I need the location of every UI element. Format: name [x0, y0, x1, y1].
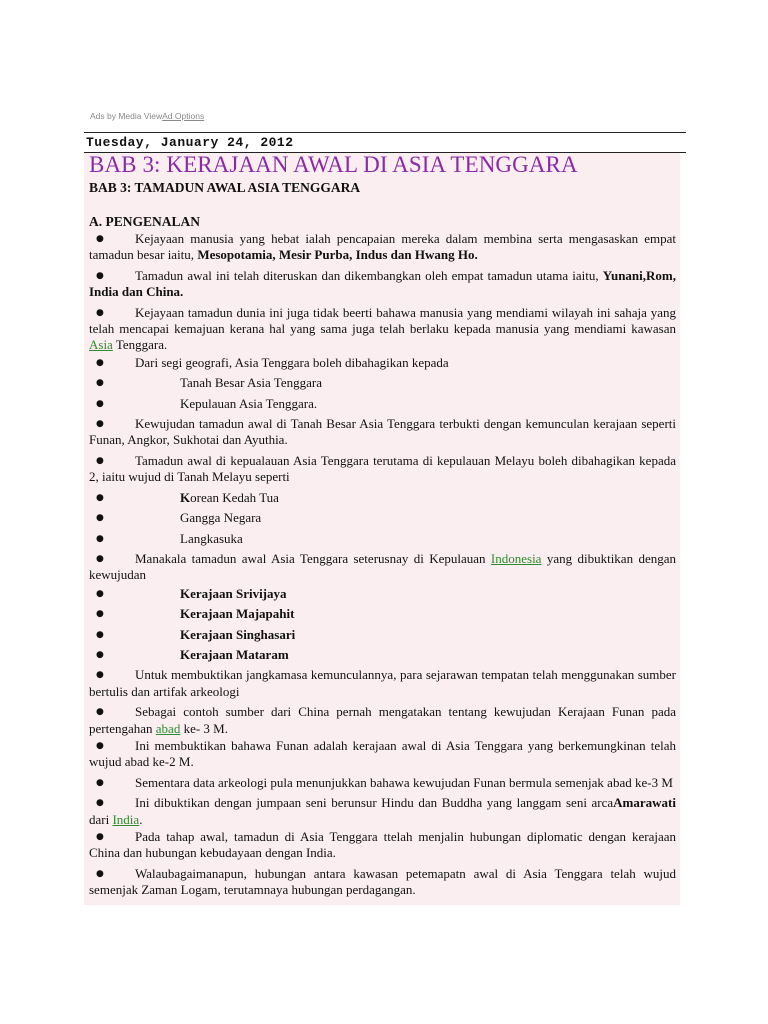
list-item: ● Gangga Negara — [96, 510, 262, 526]
bullet-icon: ● — [96, 832, 104, 842]
list-item: ● Langkasuka — [96, 530, 243, 546]
bullet-icon: ● — [96, 398, 104, 409]
bullet-icon: ● — [96, 777, 104, 788]
bullet-icon: ● — [96, 513, 104, 524]
bullet-icon: ● — [96, 707, 104, 718]
india-link[interactable]: India — [112, 811, 140, 827]
bullet-icon: ● — [96, 868, 104, 879]
list-item: ● Kejayaan manusia yang hebat ialah pencapaian mereka dalam membina serta mengasaskan empat tamadun besar iaitu, Mesopotamia, Mesir Purba, Indus dan Hwang Ho. — [89, 231, 676, 263]
list-item: ● Pada tahap awal, tamadun di Asia Tenggara ttelah menjalin hubungan diplomatic dengan kerajaan China dan hubungan kebudayaan dengan India. — [89, 829, 676, 861]
list-item: ● Kerajaan Singhasari — [96, 626, 296, 642]
list-item: ● Sebagai contoh sumber dari China pernah mengatakan tentang kewujudan Kerajaan Funan pada pertengahan abad ke- 3 M. — [89, 704, 676, 736]
bullet-icon: ● — [96, 629, 104, 640]
bullet-icon: ● — [96, 670, 104, 681]
bullet-icon: ● — [96, 588, 104, 599]
bullet-icon: ● — [96, 234, 104, 244]
list-item: ● Kejayaan tamadun dunia ini juga tidak beerti bahawa manusia yang mendiami wilayah ini sahaja yang telah mencapai kemajuan kerana hal yang sama juga telah berlaku kepada manusia yang mendiami kawasan Asia Tenggara. — [89, 304, 676, 353]
bullet-icon: ● — [96, 419, 104, 430]
list-item: ● Walaubagaimanapun, hubungan antara kawasan petemapatn awal di Asia Tenggara telah wujud semenjak Zaman Logam, terutamnaya hubungan perdagangan. — [89, 865, 676, 898]
list-item: ● Tamadun awal ini telah diteruskan dan dikembangkan oleh empat tamadun utama iaitu, Yunani,Rom, India dan China. — [89, 267, 676, 300]
section-heading: A. PENGENALAN — [89, 214, 201, 229]
ads-label: Ads by Media View — [90, 111, 163, 121]
indonesia-link[interactable]: Indonesia — [490, 550, 542, 566]
list-item: ● Manakala tamadun awal Asia Tenggara seterusnay di Kepulauan Indonesia yang dibuktikan dengan kewujudan — [89, 550, 676, 583]
list-item: ● Kepulauan Asia Tenggara. — [96, 395, 318, 411]
bullet-icon: ● — [96, 492, 104, 503]
list-item: ● Kerajaan Mataram — [96, 646, 289, 662]
list-item: ● Tanah Besar Asia Tenggara — [96, 375, 322, 391]
bullet-icon: ● — [96, 798, 104, 809]
list-item: ● Kerajaan Majapahit — [96, 606, 295, 622]
bullet-icon: ● — [96, 609, 104, 620]
bullet-icon: ● — [96, 553, 104, 564]
bullet-icon: ● — [96, 270, 104, 281]
ads-bar — [90, 111, 204, 121]
post-title[interactable]: BAB 3: KERAJAAN AWAL DI ASIA TENGGARA — [89, 152, 578, 177]
bullet-list — [89, 231, 680, 899]
abad-link[interactable]: abad — [155, 720, 181, 736]
post-body — [84, 153, 680, 905]
bullet-icon: ● — [96, 378, 104, 389]
list-item: ● Kerajaan Srivijaya — [96, 585, 287, 601]
list-item: ● Untuk membuktikan jangkamasa kemunculannya, para sejarawan tempatan telah menggunakan sumber bertulis dan artifak arkeologi — [89, 667, 676, 699]
list-item: ● Kewujudan tamadun awal di Tanah Besar Asia Tenggara terbukti dengan kemunculan kerajaan seperti Funan, Angkor, Sukhotai dan Ayuthia. — [89, 416, 676, 448]
list-item: ● Sementara data arkeologi pula menunjukkan bahawa kewujudan Funan bermula semenjak abad ke-3 M — [96, 774, 673, 790]
list-item: ● Ini dibuktikan dengan jumpaan seni berunsur Hindu dan Buddha yang langgam seni arcaAmarawati dari India. — [89, 795, 676, 827]
bullet-icon: ● — [96, 533, 104, 544]
post-date-header: Tuesday, January 24, 2012 — [84, 132, 686, 153]
asia-link[interactable]: Asia — [89, 337, 113, 353]
bullet-icon: ● — [96, 740, 104, 751]
list-item: ● Ini membuktikan bahawa Funan adalah kerajaan awal di Asia Tenggara yang berkemungkinan telah wujud abad ke-2 M. — [89, 737, 676, 770]
bullet-icon: ● — [96, 307, 104, 318]
bullet-icon: ● — [96, 357, 104, 368]
ad-options-link[interactable]: Ad Options — [162, 111, 205, 121]
list-item: ● Dari segi geografi, Asia Tenggara boleh dibahagikan kepada — [96, 354, 449, 370]
bullet-icon: ● — [96, 649, 104, 660]
list-item: ● Tamadun awal di kepualauan Asia Tenggara terutama di kepulauan Melayu boleh dibahagikan kepada 2, iaitu wujud di Tanah Melayu seperti — [89, 452, 676, 485]
bullet-icon: ● — [96, 455, 104, 466]
post-subtitle: BAB 3: TAMADUN AWAL ASIA TENGGARA — [89, 180, 361, 195]
list-item: ● Korean Kedah Tua — [96, 489, 279, 505]
